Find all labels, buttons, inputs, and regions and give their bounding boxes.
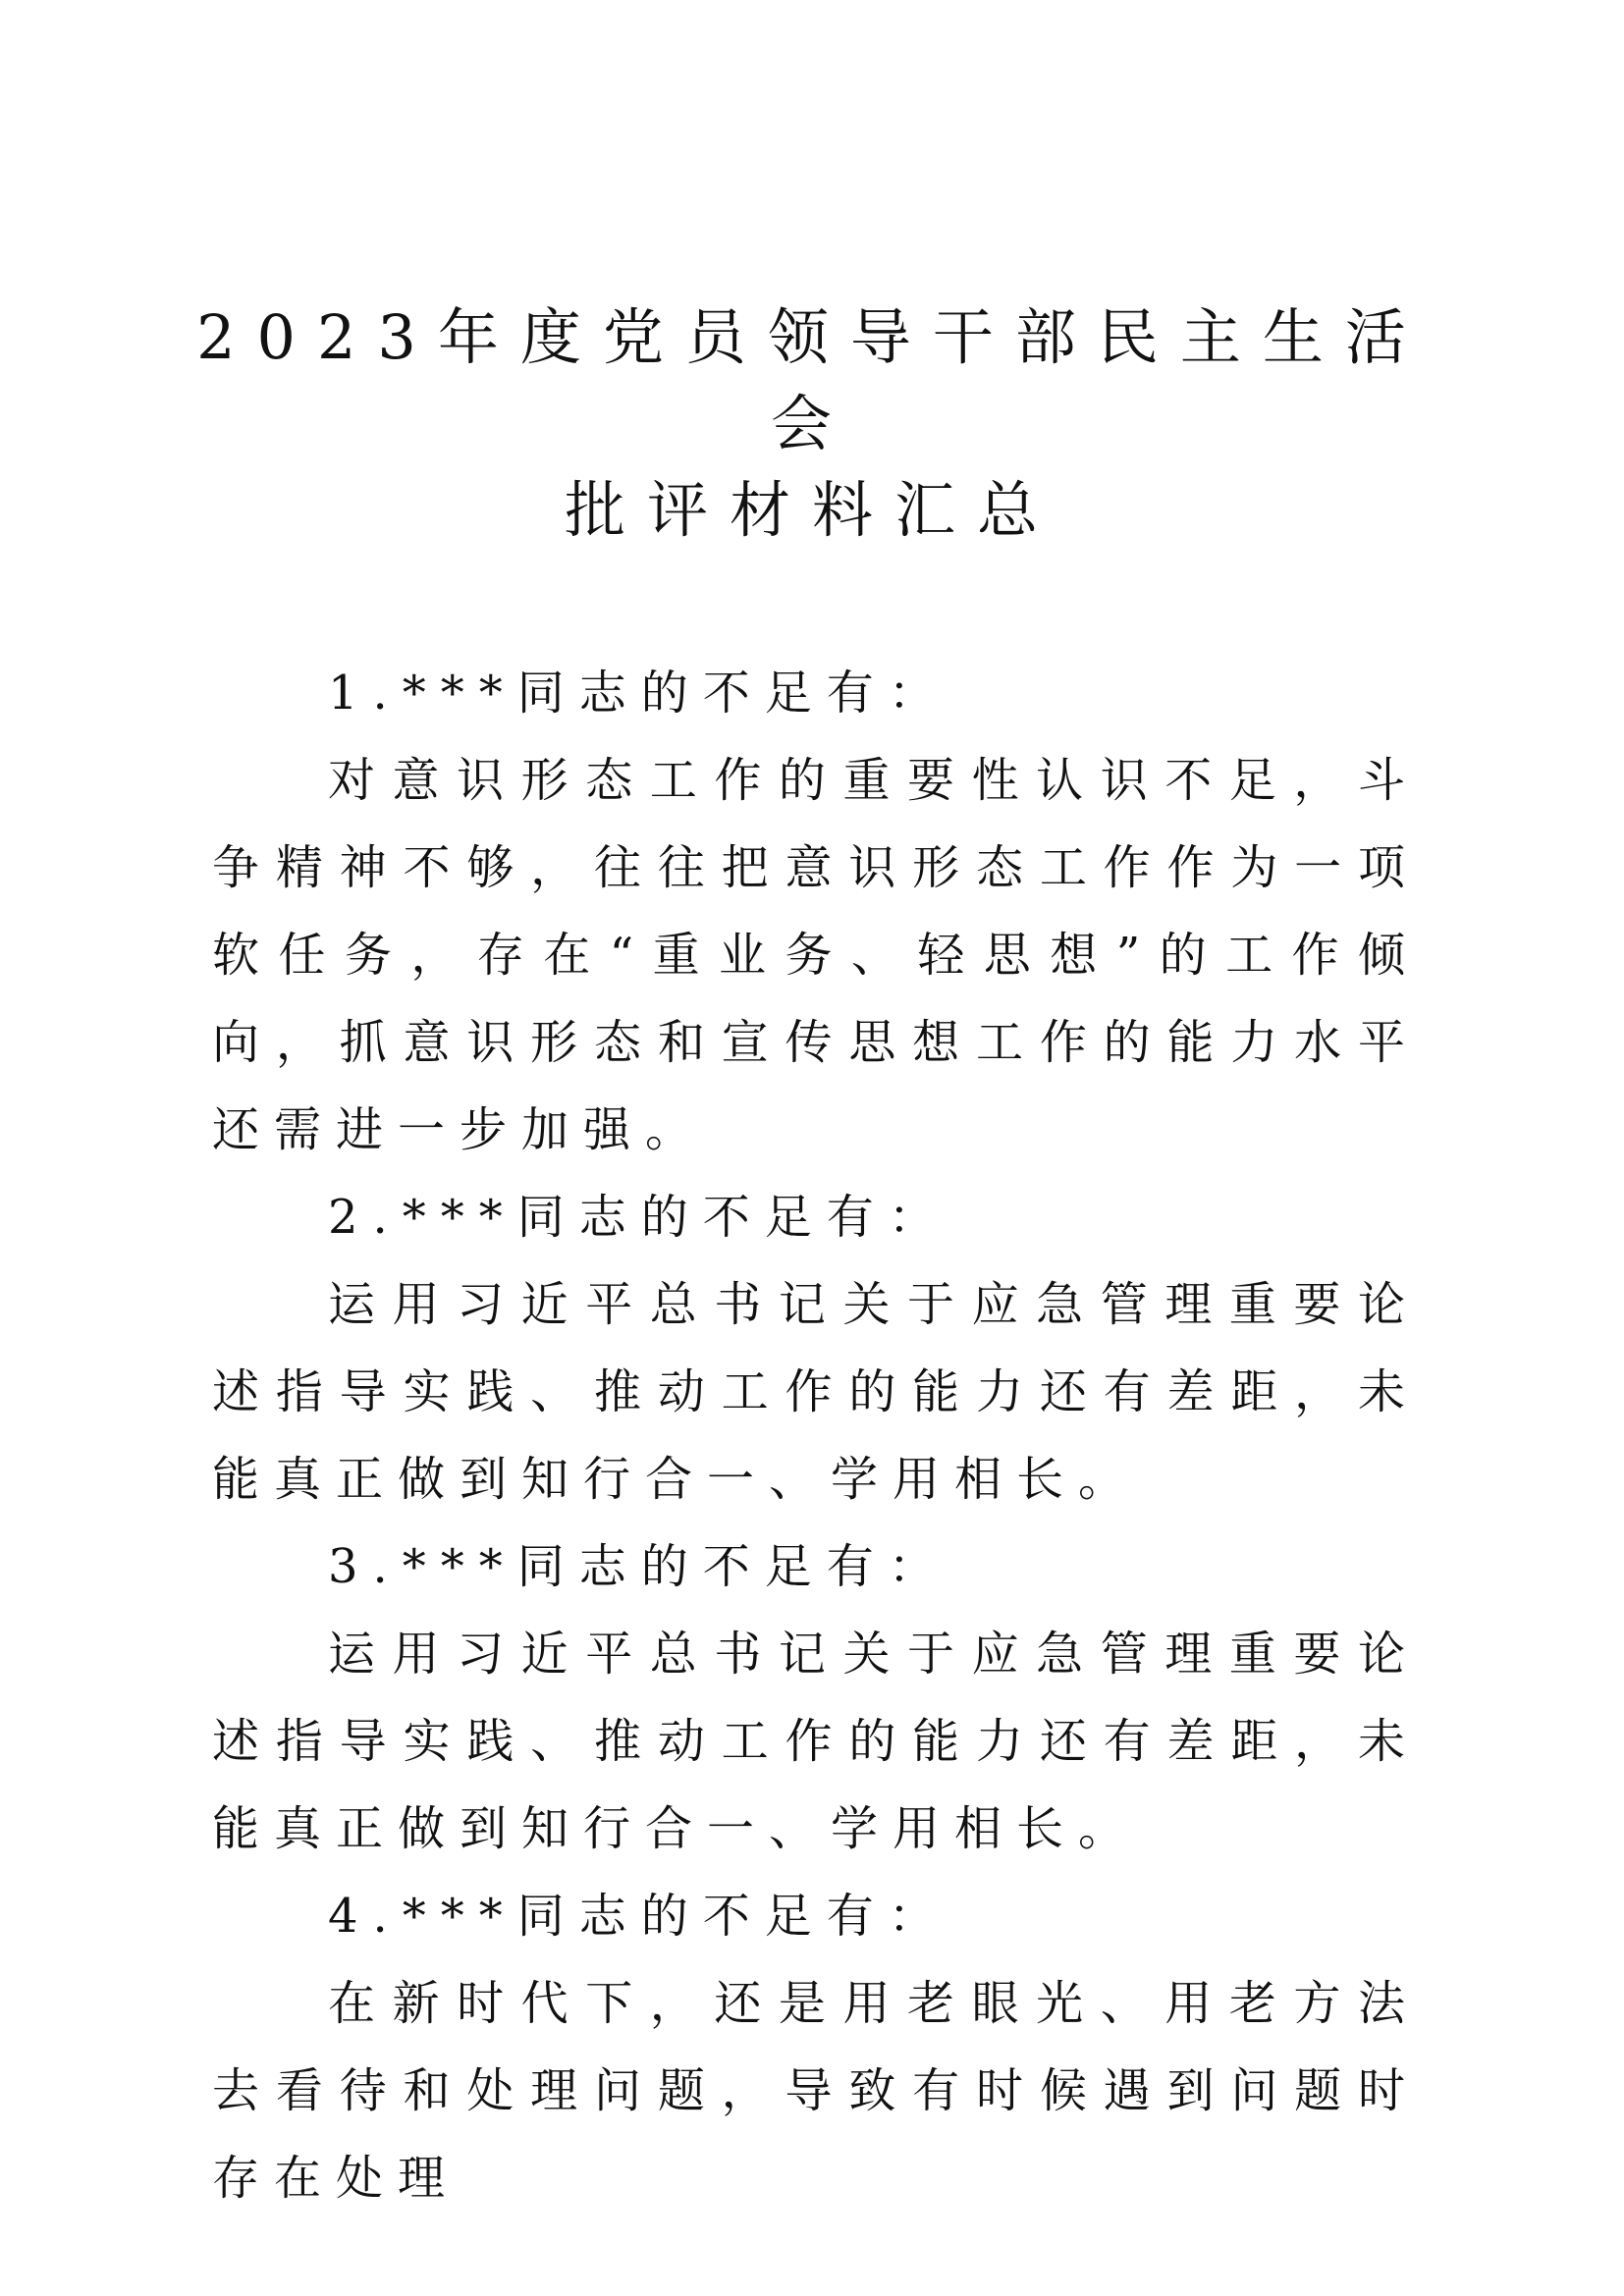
document-body: [212, 650, 1420, 2222]
section-3-heading: 3.***同志的不足有：: [328, 1539, 950, 1594]
section-3-text: 运用习近平总书记关于应急管理重要论述指导实践、推动工作的能力还有差距，未能真正做到知行合一、学用相长。: [212, 1627, 1420, 1856]
document-title-line-1: 2023年度党员领导干部民主生活: [196, 301, 1428, 373]
section-1-heading: 1.***同志的不足有：: [328, 666, 950, 721]
section-2-text: 运用习近平总书记关于应急管理重要论述指导实践、推动工作的能力还有差距，未能真正做到知行合一、学用相长。: [212, 1277, 1420, 1507]
section-1-text: 对意识形态工作的重要性认识不足，斗争精神不够，往往把意识形态工作作为一项软任务，存在“重业务、轻思想”的工作倾向，抓意识形态和宣传思想工作的能力水平还需进一步加强。: [212, 753, 1420, 1157]
document-title-line-3: 批评材料汇总: [564, 474, 1059, 546]
section-4-heading: 4.***同志的不足有：: [328, 1889, 950, 1944]
section-2-heading: 2.***同志的不足有：: [328, 1190, 950, 1245]
section-4-text: 在新时代下，还是用老眼光、用老方法去看待和处理问题，导致有时候遇到问题时存在处理: [212, 1976, 1420, 2206]
document-title-line-2: 会: [770, 388, 853, 459]
